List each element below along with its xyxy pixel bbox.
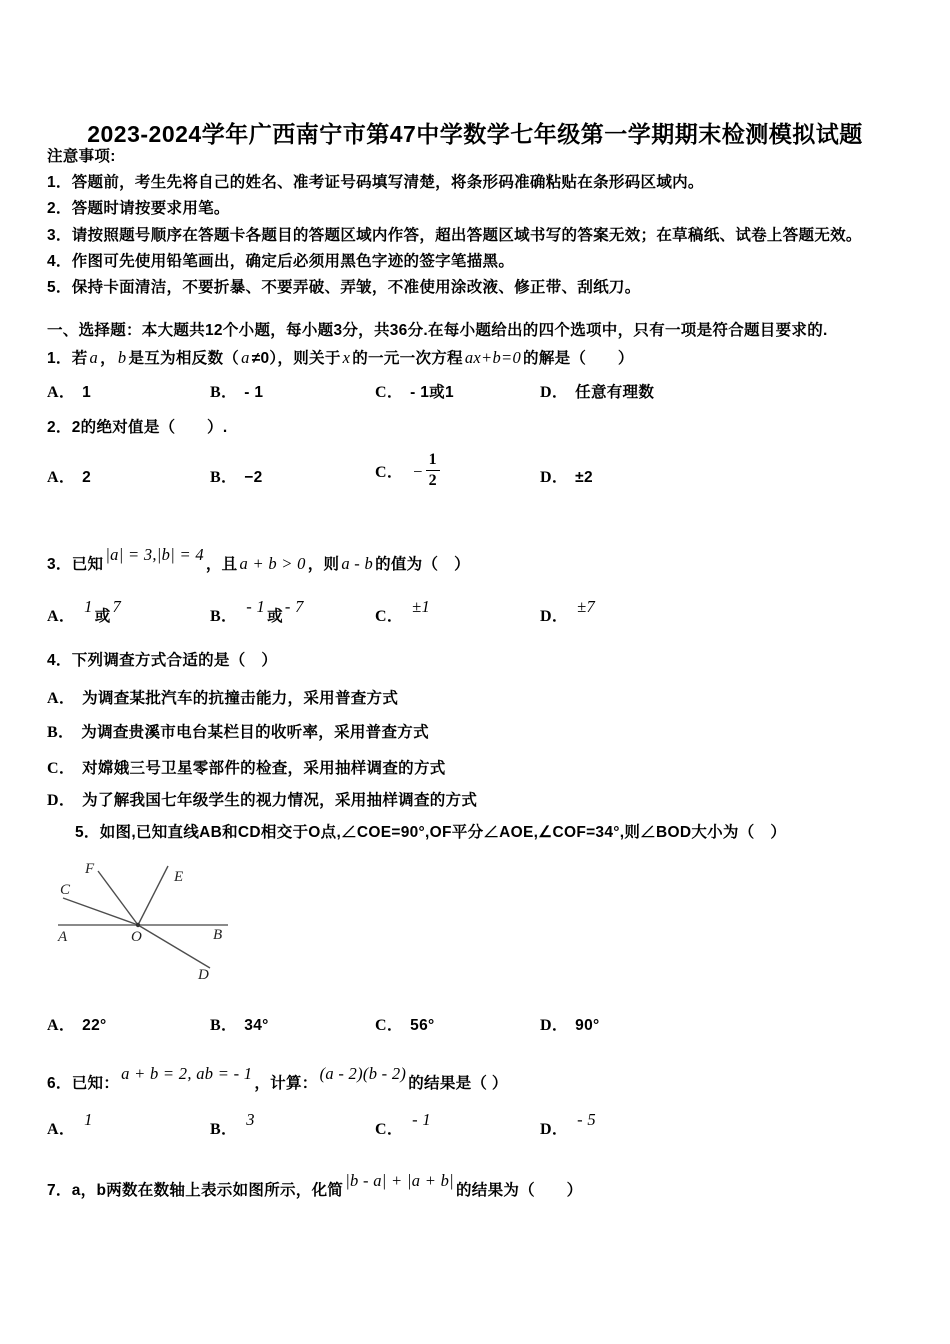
option-letter: A．: [47, 384, 76, 401]
q6-option-c: [375, 1110, 540, 1141]
option-content: 90°: [575, 1017, 600, 1034]
option-content: ±2: [575, 469, 593, 487]
option-letter: B．: [210, 469, 238, 487]
question-5-options: [47, 1015, 912, 1037]
option-content: 3: [246, 1110, 255, 1129]
option-content: − $\frac{1}{2}$: [410, 464, 440, 481]
q5-angle-figure: [40, 853, 300, 993]
question-3-options: [47, 597, 912, 628]
q3-option-a: [47, 597, 210, 628]
q3-option-c: [375, 597, 540, 628]
option-letter: D．: [540, 384, 569, 401]
q4-option-b: [47, 722, 912, 744]
q6-option-d: [540, 1110, 912, 1141]
option-letter: B．: [210, 1017, 238, 1034]
option-letter: D．: [540, 469, 569, 487]
q5-option-c: [375, 1015, 540, 1037]
q4-option-d: [47, 790, 912, 812]
q3-option-b: [210, 597, 375, 628]
question-7-stem: 7．a，b两数在数轴上表示如图所示，化简|b - a| + |a + b|的结果为（ ）: [47, 1171, 583, 1199]
option-content: 1: [84, 1110, 93, 1129]
figure-label-d: D: [198, 967, 209, 983]
option-content: ±1: [412, 597, 431, 616]
option-content: 56°: [410, 1017, 435, 1034]
q3-option-d: [540, 597, 912, 628]
option-content: 为调查某批汽车的抗撞击能力，采用普查方式: [82, 690, 399, 707]
option-letter: B．: [210, 384, 238, 401]
q4-option-c: [47, 758, 912, 780]
q5-option-d: [540, 1015, 912, 1037]
notice-item-2: 2．答题时请按要求用笔。: [47, 200, 230, 217]
option-letter: C．: [47, 760, 76, 777]
q6-option-a: [47, 1110, 210, 1141]
question-1-stem: 1．若 a ， b 是互为相反数（ a ≠0），则关于 x 的一元一次方程 ax+b=0 的解是（ ）: [47, 348, 634, 367]
option-letter: B．: [210, 608, 238, 625]
figure-label-f: F: [85, 861, 95, 877]
q2-option-b: [210, 467, 375, 489]
q5-option-a: [47, 1015, 210, 1037]
figure-label-c: C: [60, 882, 71, 898]
option-letter: D．: [540, 1017, 569, 1034]
option-content: 1: [82, 384, 92, 401]
notice-item-5: 5．保持卡面清洁，不要折暴、不要弄破、弄皱，不准使用涂改液、修正带、刮纸刀。: [47, 279, 641, 296]
option-letter: D．: [47, 792, 76, 809]
question-3-stem: 3．已知|a| = 3,|b| = 4，且 a + b > 0 ，则 a - b 的值为（ ）: [47, 545, 470, 573]
option-letter: A．: [47, 469, 76, 487]
option-content: - 1或- 7: [246, 597, 304, 625]
option-letter: A．: [47, 1121, 76, 1138]
notice-item-1: 1．答题前，考生先将自己的姓名、准考证号码填写清楚，将条形码准确粘贴在条形码区域内。: [47, 174, 704, 191]
option-letter: D．: [540, 608, 569, 625]
q5-option-b: [210, 1015, 375, 1037]
exam-title: 2023-2024学年广西南宁市第47中学数学七年级第一学期期末检测模拟试题: [87, 121, 863, 147]
option-letter: C．: [375, 608, 404, 625]
figure-point-o: [136, 923, 140, 927]
q4-option-a: [47, 688, 912, 710]
question-1-options: [47, 382, 912, 404]
figure-label-b: B: [213, 927, 223, 943]
question-2-stem: 2．2的绝对值是（ ）.: [47, 419, 228, 436]
section-heading: 一、选择题：本大题共12个小题，每小题3分，共36分.在每小题给出的四个选项中，只有一项是符合题目要求的.: [47, 322, 828, 339]
figure-label-e: E: [174, 869, 184, 885]
option-content: 为调查贵溪市电台某栏目的收听率，采用普查方式: [81, 724, 429, 741]
option-letter: B．: [47, 724, 75, 741]
question-6-stem: 6．已知：a + b = 2, ab = - 1，计算：(a - 2)(b - 2)的结果是（ ）: [47, 1064, 508, 1092]
notice-item-3: 3．请按照题号顺序在答题卡各题目的答题区域内作答，超出答题区域书写的答案无效；在草稿纸、试卷上答题无效。: [47, 227, 862, 244]
option-content: 2: [82, 469, 92, 487]
option-letter: C．: [375, 1121, 404, 1138]
option-content: 对嫦娥三号卫星零部件的检查，采用抽样调查的方式: [82, 760, 446, 777]
figure-line-of: [98, 871, 138, 925]
question-5-stem: 5．如图,已知直线AB和CD相交于O点,∠COE=90°,OF平分∠AOE,∠COF=34°,则∠BOD大小为（ ）: [75, 824, 787, 841]
figure-label-o: O: [131, 929, 142, 945]
question-6-options: [47, 1110, 912, 1141]
option-letter: A．: [47, 608, 76, 625]
option-letter: C．: [375, 384, 404, 401]
option-content: 34°: [244, 1017, 269, 1034]
option-content: - 1: [244, 384, 264, 401]
notice-item-4: 4．作图可先使用铅笔画出，确定后必须用黑色字迹的签字笔描黑。: [47, 253, 515, 270]
option-letter: D．: [540, 1121, 569, 1138]
q6-option-b: [210, 1110, 375, 1141]
option-content: −2: [244, 469, 263, 487]
option-content: 1或7: [84, 597, 122, 625]
q1-option-a: [47, 382, 210, 404]
option-letter: C．: [375, 463, 404, 481]
q1-option-d: [540, 382, 912, 404]
figure-label-a: A: [58, 929, 68, 945]
q2-option-a: [47, 467, 210, 489]
option-content: ±7: [577, 597, 596, 616]
figure-line-od: [138, 925, 210, 968]
option-content: 任意有理数: [575, 384, 655, 401]
option-letter: B．: [210, 1121, 238, 1138]
option-content: - 1或1: [410, 384, 454, 401]
figure-line-oe: [138, 866, 168, 925]
option-letter: A．: [47, 690, 76, 707]
figure-line-co: [63, 898, 138, 925]
q2-option-d: [540, 467, 912, 489]
q2-option-c: [375, 451, 540, 489]
question-4-stem: 4．下列调查方式合适的是（ ）: [47, 652, 278, 669]
q1-option-b: [210, 382, 375, 404]
question-2-options: [47, 451, 912, 489]
q1-option-c: [375, 382, 540, 404]
option-content: 22°: [82, 1017, 107, 1034]
notice-heading: 注意事项:: [47, 148, 116, 165]
option-content: - 1: [412, 1110, 431, 1129]
option-letter: A．: [47, 1017, 76, 1034]
option-content: - 5: [577, 1110, 596, 1129]
option-letter: C．: [375, 1017, 404, 1034]
option-content: 为了解我国七年级学生的视力情况，采用抽样调查的方式: [82, 792, 478, 809]
